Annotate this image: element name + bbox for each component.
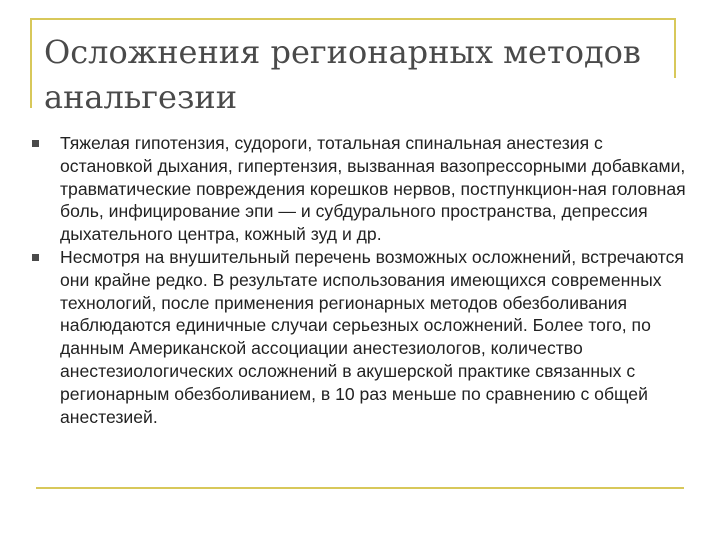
square-bullet-icon — [32, 140, 39, 147]
bullet-text-complications: Тяжелая гипотензия, судороги, тотальная спинальная анестезия с остановкой дыхания, гипертензия, вызванная вазопрессорными добавками, травматические повреждения корешков нервов, постпункцион-ная головная боль, инфицирование эпи — и субдурального пространства, депрессия дыхательного центра, кожный зуд и др. — [60, 133, 686, 245]
decorative-left-line — [30, 18, 32, 108]
bullet-item — [30, 246, 694, 428]
bullet-list — [30, 132, 694, 428]
decorative-right-line — [674, 18, 676, 78]
slide-title: Осложнения регионарных методов анальгезии — [44, 33, 641, 116]
bullet-text-rarity: Несмотря на внушительный перечень возможных осложнений, встречаются они крайне редко. В результате использования имеющихся современных технологий, после применения регионарных методов обезболивания наблюдаются единичные случаи серьезных осложнений. Более того, по данным Американской ассоциации анестезиологов, количество анестезиологических осложнений в акушерской практике связанных с регионарным обезболиванием, в 10 раз меньше по сравнению с общей анестезией. — [60, 246, 684, 427]
bullet-item — [30, 132, 694, 246]
decorative-top-line — [30, 18, 676, 20]
decorative-bottom-line — [36, 487, 684, 489]
square-bullet-icon — [32, 254, 39, 261]
